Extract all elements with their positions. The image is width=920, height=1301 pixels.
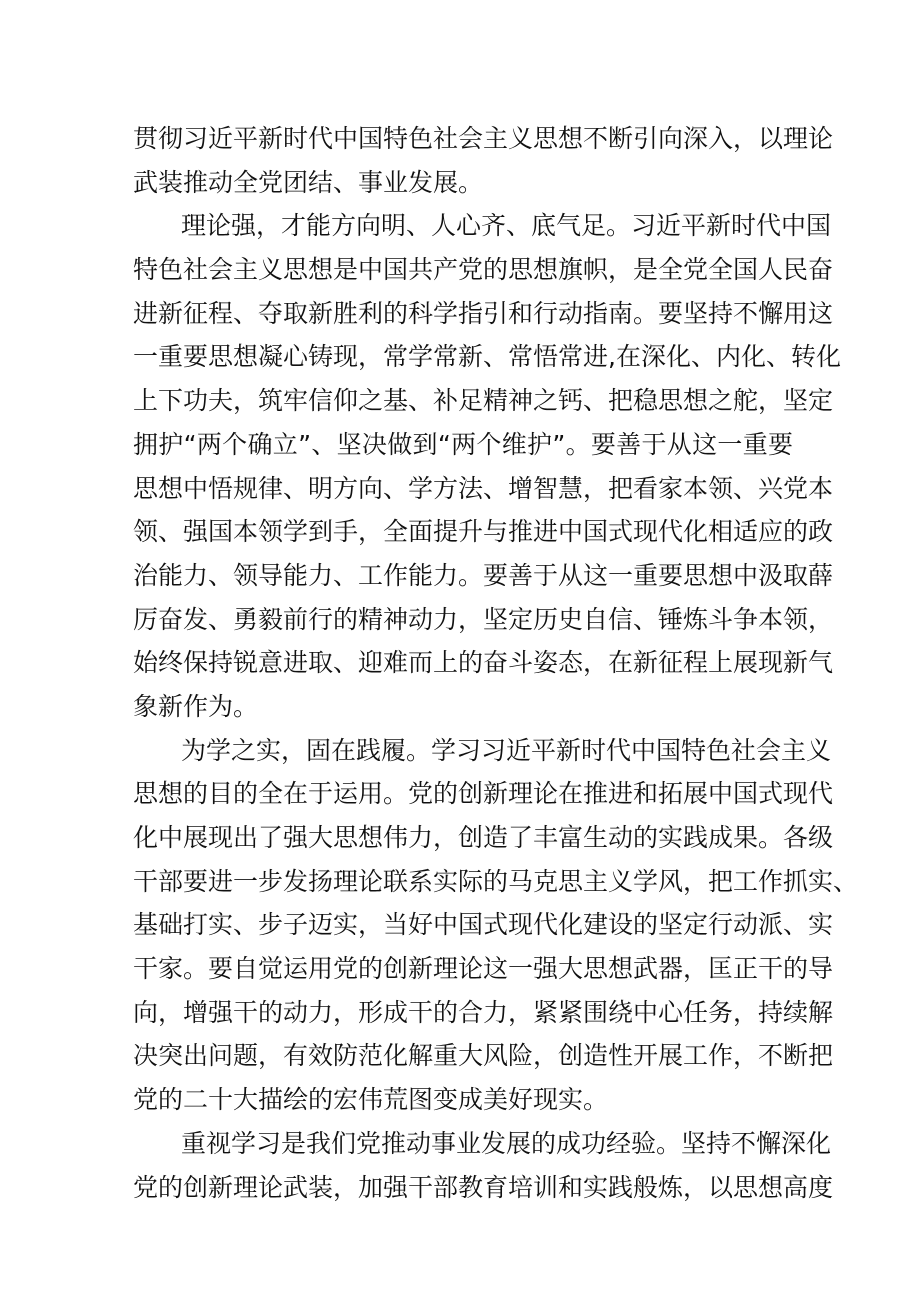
text-line: 始终保持锐意进取、迎难而上的奋斗姿态，在新征程上展现新气 [133,648,834,678]
text-line: 干家。要自觉运用党的创新理论这一强大思想武器，匡正干的导 [133,954,834,984]
text-line: 上下功夫，筑牢信仰之基、补足精神之钙、把稳思想之舵，坚定 [133,386,834,416]
text-line: 基础打实、步子迈实，当好中国式现代化建设的坚定行动派、实 [133,910,834,940]
text-line: 拥护“两个确立”、坚决做到“两个维护”。要善于从这一重要 [133,429,793,459]
text-line: 党的创新理论武装，加强干部教育培训和实践般炼，以思想高度 [133,1172,834,1202]
text-line: 贯彻习近平新时代中国特色社会主义思想不断引向深入，以理论 [133,124,834,153]
text-line: 一重要思想凝心铸现，常学常新、常悟常进,在深化、内化、转化 [133,342,841,372]
text-line: 思想的目的全在于运用。党的创新理论在推进和拓展中国式现代 [133,779,834,809]
text-line: 治能力、领导能力、工作能力。要善于从这一重要思想中汲取薛 [133,560,834,590]
text-line: 武装推动全党团结、事业发展。 [133,167,484,197]
text-line: 象新作为。 [133,691,259,721]
paragraph [133,1122,834,1209]
text-line: 干部要进一步发扬理论联系实际的马克思主义学风，把工作抓实、 [133,866,859,896]
text-line: 理论强，才能方向明、人心齐、底气足。习近平新时代中国 [181,211,832,241]
text-line: 厉奋发、勇毅前行的精神动力，坚定历史自信、锤炼斗争本领， [133,604,834,634]
text-line: 领、强国本领学到手，全面提升与推进中国式现代化相适应的政 [133,517,834,547]
paragraph [133,117,834,204]
text-line: 决突出问题，有效防范化解重大风险，创造性开展工作，不断把 [133,1041,834,1071]
text-line: 为学之实，固在践履。学习习近平新时代中国特色社会主义 [181,735,832,765]
text-line: 特色社会主义思想是中国共产党的思想旗帜，是全党全国人民奋 [133,255,834,285]
text-line: 进新征程、夺取新胜利的科学指引和行动指南。要坚持不懈用这 [133,298,834,328]
text-line: 思想中悟规律、明方向、学方法、增智慧，把看家本领、兴党本 [133,473,834,503]
text-line: 党的二十大描绘的宏伟荒图变成美好现实。 [133,1085,609,1115]
text-line: 化中展现出了强大思想伟力，创造了丰富生动的实践成果。各级 [133,823,834,852]
paragraph [133,729,859,1122]
text-line: 向，增强干的动力，形成干的合力，紧紧围绕中心任务，持续解 [133,997,834,1027]
paragraph [133,204,841,728]
text-line: 重视学习是我们党推动事业发展的成功经验。坚持不懈深化 [181,1128,832,1158]
document-body [133,117,859,1209]
